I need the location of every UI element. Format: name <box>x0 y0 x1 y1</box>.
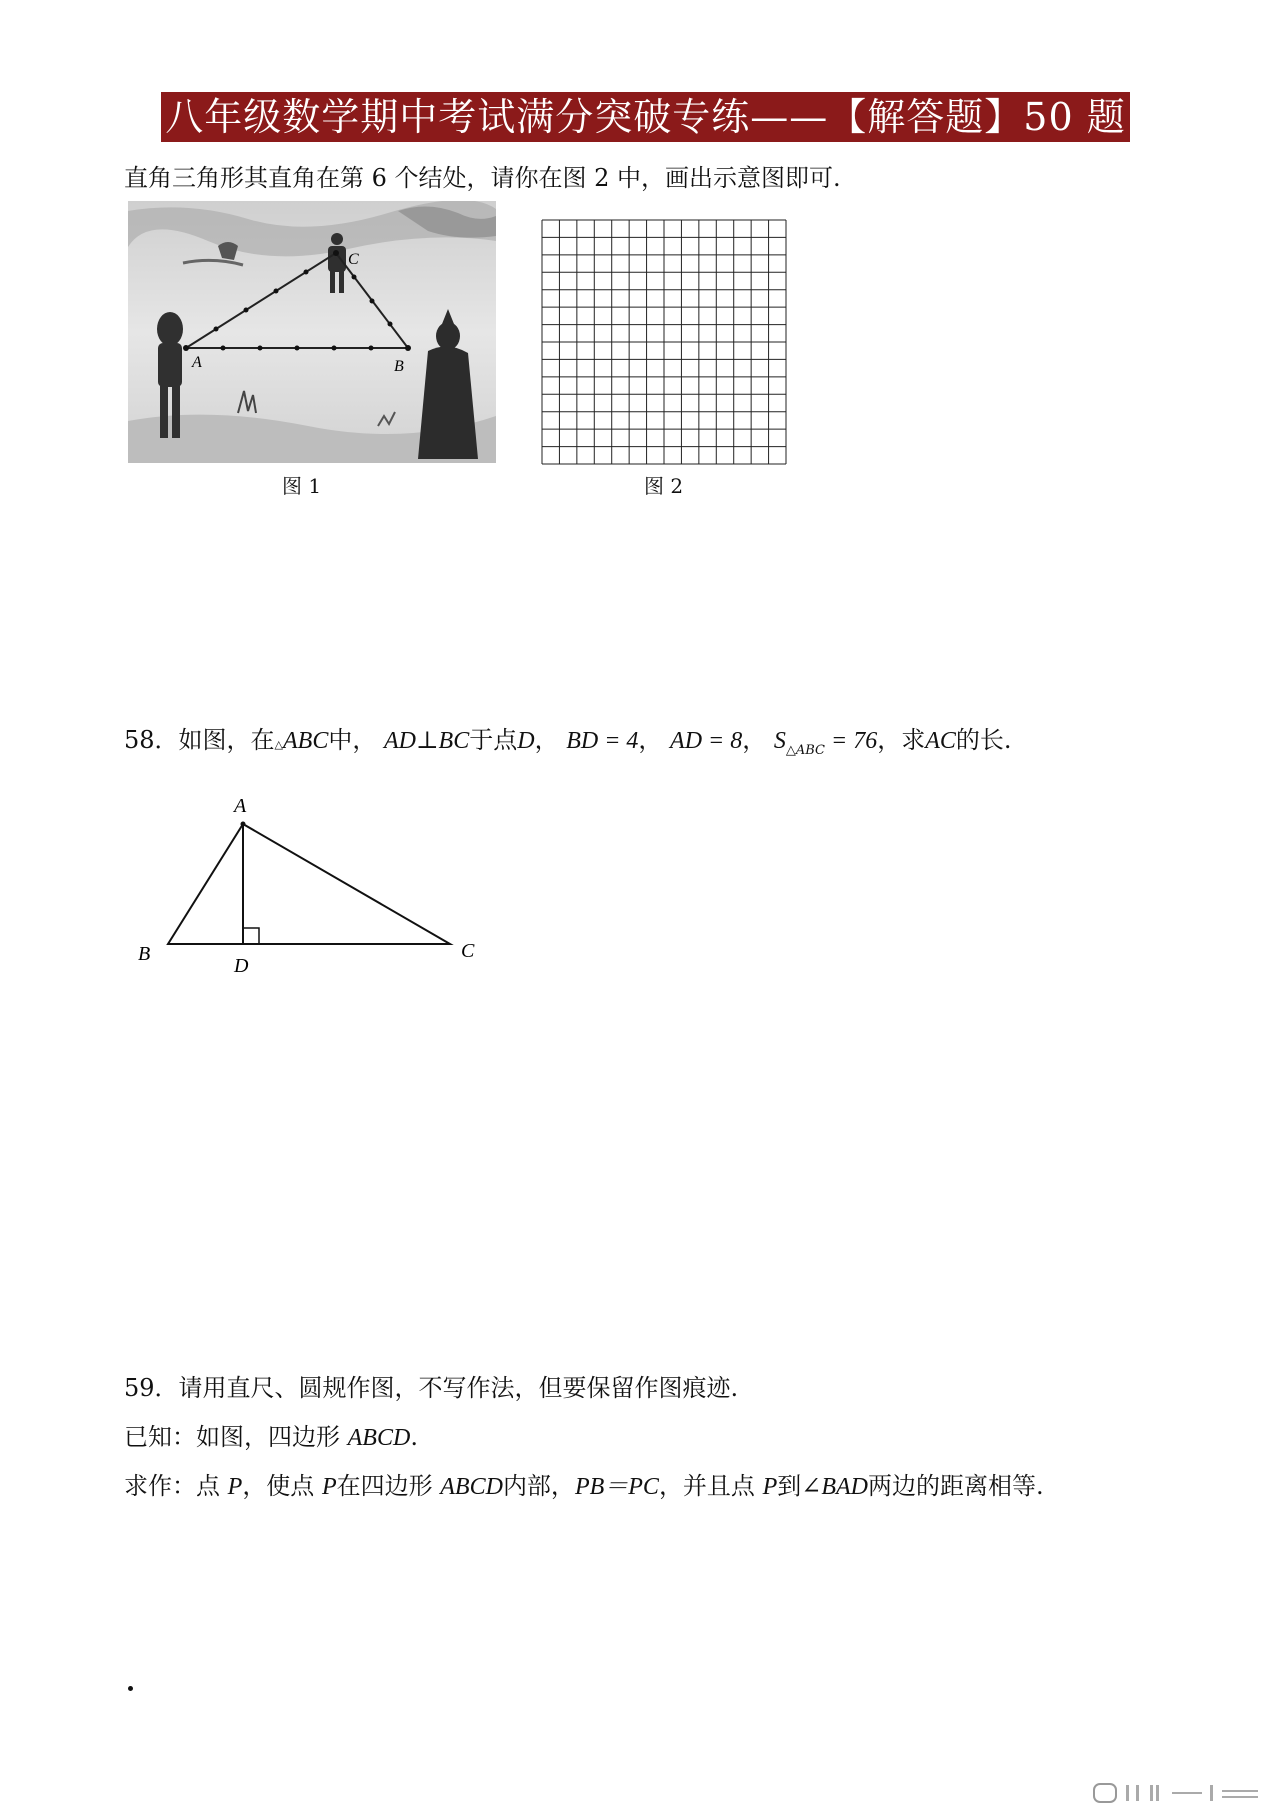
fig1-label-c: C <box>348 251 359 268</box>
figure-2-caption: 图 2 <box>644 474 684 498</box>
figure-1-caption: 图 1 <box>282 474 322 498</box>
question-58-text: 58．如图，在△ABC中， AD⊥BC于点D， BD = 4， AD = 8， $S_{\triangle ABC} = 76$，求AC的长. <box>124 726 1012 758</box>
q58-label-a: A <box>234 795 247 817</box>
stray-dot <box>128 1686 133 1691</box>
figure-2-grid <box>541 219 787 465</box>
question-59-line-1: 59．请用直尺、圆规作图，不写作法，但要保留作图痕迹. <box>124 1374 739 1402</box>
fig1-label-b: B <box>394 358 404 375</box>
watermark-bars-icon <box>1092 1782 1262 1804</box>
q57-continued-text: 直角三角形其直角在第 6 个结处，请你在图 2 中，画出示意图即可. <box>124 164 841 192</box>
figure-1-rope-triangle-illustration <box>128 201 496 463</box>
question-59-construct: 求作：点 P，使点 P在四边形 ABCD内部，PB＝PC，并且点 P到∠BAD两边的距离相等. <box>124 1472 1044 1500</box>
q58-number: 58． <box>124 726 179 754</box>
page-title-banner: 八年级数学期中考试满分突破专练——【解答题】50 题 <box>161 92 1130 142</box>
q58-label-c: C <box>461 940 475 962</box>
q58-label-d: D <box>234 955 249 977</box>
fig1-label-a: A <box>192 354 202 371</box>
q58-label-b: B <box>138 943 151 965</box>
q58-triangle-figure <box>128 790 498 980</box>
question-59-given: 已知：如图，四边形 ABCD. <box>124 1423 418 1451</box>
